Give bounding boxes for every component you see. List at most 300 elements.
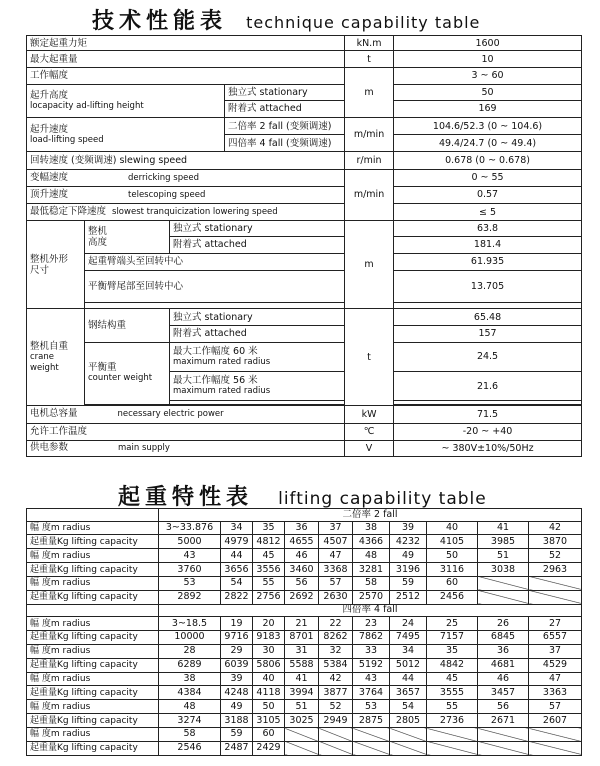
label-en: maximum rated radius: [173, 386, 271, 397]
label-en: necessary electric power: [117, 409, 224, 420]
unit: m: [345, 68, 394, 118]
sub-label: 独立式 stationary: [170, 221, 345, 237]
label1: 整机: [88, 225, 108, 237]
capacity-label: 起重量Kg lifting capacity: [27, 686, 159, 700]
radius-cell: 34: [221, 521, 253, 535]
capacity-cell: 3457: [478, 686, 529, 700]
label: [27, 440, 345, 456]
value: 50: [394, 84, 582, 100]
radius-label: 幅 度m radius: [27, 617, 159, 631]
unit: kN.m: [345, 36, 394, 51]
lifting-capability-table: [26, 508, 582, 756]
label: [27, 169, 345, 186]
radius-row: [27, 700, 582, 714]
spec-title-cn: 技术性能表: [92, 8, 228, 34]
row-temperature: [27, 423, 582, 440]
technique-capability-table: [26, 35, 582, 457]
radius-cell: 59: [221, 728, 253, 742]
radius-cell: 29: [221, 644, 253, 658]
label-en: main supply: [118, 443, 170, 454]
label2: 高度: [88, 236, 108, 248]
height-label: [27, 84, 225, 117]
radius-cell: 47: [529, 672, 582, 686]
radius-cell: 49: [221, 700, 253, 714]
capacity-cell: 2512: [390, 590, 427, 604]
radius-cell: 43: [353, 672, 390, 686]
capacity-cell: 2487: [221, 741, 253, 755]
capacity-cell: 2607: [529, 714, 582, 728]
capacity-row: [27, 658, 582, 672]
value: 63.8: [394, 221, 582, 237]
capacity-row: [27, 714, 582, 728]
capacity-cell: 6289: [159, 658, 221, 672]
sub-label: 独立式 stationary: [170, 309, 345, 326]
radius-cell: 58: [159, 728, 221, 742]
radius-cell: [319, 728, 353, 742]
value: 157: [394, 326, 582, 342]
radius-cell: 3~18.5: [159, 617, 221, 631]
capacity-cell: 4979: [221, 535, 253, 549]
radius-cell: 23: [353, 617, 390, 631]
radius-cell: 40: [427, 521, 478, 535]
radius-cell: 57: [529, 700, 582, 714]
label: 回转速度 (变频调速) slewing speed: [27, 152, 345, 169]
unit: kW: [345, 406, 394, 423]
capacity-cell: 5012: [390, 658, 427, 672]
value: 0 ~ 55: [394, 169, 582, 186]
radius-cell: 50: [253, 700, 285, 714]
radius-row: [27, 644, 582, 658]
radius-cell: 54: [390, 700, 427, 714]
capacity-cell: 3274: [159, 714, 221, 728]
unit: ℃: [345, 423, 394, 440]
header-blank: [27, 509, 159, 522]
radius-row: [27, 672, 582, 686]
radius-cell: 35: [427, 644, 478, 658]
radius-cell: 42: [319, 672, 353, 686]
capacity-cell: 3105: [253, 714, 285, 728]
capacity-row: [27, 741, 582, 755]
capacity-cell: 3038: [478, 563, 529, 577]
capacity-cell: 7495: [390, 631, 427, 645]
label-cn: 起升速度: [30, 123, 69, 135]
radius-cell: 36: [285, 521, 319, 535]
header-blank: [27, 604, 159, 617]
row-rated-moment: [27, 36, 582, 51]
radius-label: 幅 度m radius: [27, 700, 159, 714]
row-steel-stationary: [27, 309, 582, 326]
radius-cell: 45: [253, 549, 285, 563]
capacity-cell: 4248: [221, 686, 253, 700]
capacity-cell: 4366: [353, 535, 390, 549]
radius-label: 幅 度m radius: [27, 644, 159, 658]
capacity-cell: 2456: [427, 590, 478, 604]
row-telescoping: [27, 186, 582, 203]
label-cn: 整机自重: [30, 340, 69, 352]
label: [27, 203, 345, 220]
value: ~ 380V±10%/50Hz: [394, 440, 582, 456]
capacity-label: 起重量Kg lifting capacity: [27, 563, 159, 577]
label-en: counter weight: [88, 373, 153, 384]
capacity-cell: 4507: [319, 535, 353, 549]
capacity-cell: 7157: [427, 631, 478, 645]
unit: m/min: [345, 117, 394, 151]
radius-cell: 33: [353, 644, 390, 658]
capacity-cell: 7862: [353, 631, 390, 645]
capacity-cell: 2736: [427, 714, 478, 728]
capacity-cell: 6557: [529, 631, 582, 645]
label-cn: 变幅速度: [30, 171, 69, 183]
capacity-cell: [427, 741, 478, 755]
capacity-cell: 3556: [253, 563, 285, 577]
unit: r/min: [345, 152, 394, 169]
value: 3 ~ 60: [394, 68, 582, 84]
radius-cell: 41: [285, 672, 319, 686]
radius-cell: 30: [253, 644, 285, 658]
capacity-cell: 4118: [253, 686, 285, 700]
capacity-cell: 3877: [319, 686, 353, 700]
radius-cell: 57: [319, 576, 353, 590]
capacity-cell: 3555: [427, 686, 478, 700]
capacity-cell: 9183: [253, 631, 285, 645]
radius-cell: 48: [159, 700, 221, 714]
capacity-cell: 4105: [427, 535, 478, 549]
value: 0.678 (0 ~ 0.678): [394, 152, 582, 169]
radius-cell: 20: [253, 617, 285, 631]
capacity-row: [27, 631, 582, 645]
label-cn: 平衡重: [88, 362, 117, 374]
radius-cell: 35: [253, 521, 285, 535]
label-en: telescoping speed: [128, 189, 206, 200]
radius-cell: 55: [253, 576, 285, 590]
radius-cell: [478, 728, 529, 742]
sub-label: 附着式 attached: [170, 237, 345, 253]
value: 1600: [394, 36, 582, 51]
radius-cell: 60: [253, 728, 285, 742]
spec-table-title: [0, 4, 600, 35]
radius-cell: [529, 728, 582, 742]
capacity-label: 起重量Kg lifting capacity: [27, 741, 159, 755]
capacity-cell: 6845: [478, 631, 529, 645]
lift-title-en: lifting capability table: [278, 489, 487, 509]
row-power: [27, 406, 582, 423]
radius-cell: 41: [478, 521, 529, 535]
capacity-cell: 10000: [159, 631, 221, 645]
radius-cell: 55: [427, 700, 478, 714]
radius-cell: 58: [353, 576, 390, 590]
radius-label: 幅 度m radius: [27, 521, 159, 535]
radius-cell: 45: [427, 672, 478, 686]
capacity-cell: 8262: [319, 631, 353, 645]
capacity-cell: 2805: [390, 714, 427, 728]
label-cn: 最大工作幅度 60 米: [173, 345, 258, 357]
label-en2: weight: [30, 362, 59, 373]
radius-cell: [427, 728, 478, 742]
radius-cell: 51: [478, 549, 529, 563]
radius-row: [27, 728, 582, 742]
radius-cell: 51: [285, 700, 319, 714]
value: 71.5: [394, 406, 582, 423]
radius-cell: 28: [159, 644, 221, 658]
label: 工作幅度: [27, 68, 345, 84]
value: 21.6: [394, 371, 582, 400]
radius-label: 幅 度m radius: [27, 549, 159, 563]
capacity-cell: 4655: [285, 535, 319, 549]
radius-cell: 47: [319, 549, 353, 563]
radius-cell: 31: [285, 644, 319, 658]
row-dim-height-stationary: [27, 221, 582, 237]
radius-label: 幅 度m radius: [27, 576, 159, 590]
label-cn: 最低稳定下降速度: [30, 206, 107, 218]
radius-cell: [529, 576, 582, 590]
capacity-label: 起重量Kg lifting capacity: [27, 714, 159, 728]
capacity-cell: 5384: [319, 658, 353, 672]
capacity-cell: 3281: [353, 563, 390, 577]
capacity-cell: 3656: [221, 563, 253, 577]
capacity-cell: 2630: [319, 590, 353, 604]
capacity-cell: [390, 741, 427, 755]
value: -20 ~ +40: [394, 423, 582, 440]
radius-cell: 38: [159, 672, 221, 686]
radius-cell: 46: [285, 549, 319, 563]
label: 平衡臂尾部至回转中心: [85, 270, 345, 302]
capacity-cell: [529, 741, 582, 755]
radius-cell: 59: [390, 576, 427, 590]
capacity-cell: 3188: [221, 714, 253, 728]
unit: V: [345, 440, 394, 456]
label-cn: 起升高度: [30, 89, 69, 101]
capacity-cell: 4529: [529, 658, 582, 672]
radius-cell: 43: [159, 549, 221, 563]
radius-cell: 56: [478, 700, 529, 714]
radius-cell: 27: [529, 617, 582, 631]
capacity-cell: 4384: [159, 686, 221, 700]
label: [27, 406, 345, 423]
sub-label: 四倍率 4 fall (变频调速): [225, 135, 345, 152]
fall4-header: 四倍率 4 fall: [159, 604, 582, 617]
weight-label: [27, 309, 85, 406]
capacity-cell: 8701: [285, 631, 319, 645]
capacity-row: [27, 590, 582, 604]
fall2-header: 二倍率 2 fall: [159, 509, 582, 522]
capacity-cell: 3363: [529, 686, 582, 700]
capacity-cell: 3760: [159, 563, 221, 577]
capacity-cell: [353, 741, 390, 755]
machine-height-label: [85, 221, 170, 253]
radius-cell: 38: [353, 521, 390, 535]
radius-cell: 40: [253, 672, 285, 686]
row-speed-2fall: [27, 117, 582, 134]
capacity-cell: 5806: [253, 658, 285, 672]
radius-row: [27, 617, 582, 631]
sub-label: 二倍率 2 fall (变频调速): [225, 117, 345, 134]
capacity-cell: [478, 741, 529, 755]
sub-label: [170, 342, 345, 371]
label: 允许工作温度: [27, 423, 345, 440]
fall2-header-row: [27, 509, 582, 522]
radius-label: 幅 度m radius: [27, 728, 159, 742]
value: 61.935: [394, 253, 582, 270]
row-supply: [27, 440, 582, 456]
value: 49.4/24.7 (0 ~ 49.4): [394, 135, 582, 152]
unit: m/min: [345, 169, 394, 221]
radius-cell: 39: [221, 672, 253, 686]
capacity-row: [27, 563, 582, 577]
radius-cell: 36: [478, 644, 529, 658]
label-cn: 整机外形: [30, 253, 69, 265]
radius-cell: 44: [221, 549, 253, 563]
radius-cell: 34: [390, 644, 427, 658]
capacity-cell: 2546: [159, 741, 221, 755]
spec-title-en: technique capability table: [246, 13, 481, 32]
capacity-cell: 6039: [221, 658, 253, 672]
unit: m: [345, 221, 394, 309]
capacity-cell: 2822: [221, 590, 253, 604]
radius-cell: 37: [319, 521, 353, 535]
label: [27, 186, 345, 203]
capacity-cell: 2756: [253, 590, 285, 604]
capacity-cell: 5000: [159, 535, 221, 549]
radius-cell: 53: [159, 576, 221, 590]
capacity-cell: 2963: [529, 563, 582, 577]
capacity-label: 起重量Kg lifting capacity: [27, 590, 159, 604]
radius-cell: [285, 728, 319, 742]
capacity-cell: 2570: [353, 590, 390, 604]
radius-cell: 44: [390, 672, 427, 686]
radius-cell: [478, 576, 529, 590]
radius-label: 幅 度m radius: [27, 672, 159, 686]
row-jib-radius: [27, 253, 582, 270]
capacity-cell: 2429: [253, 741, 285, 755]
row-range: [27, 68, 582, 84]
label: 额定起重力矩: [27, 36, 345, 51]
capacity-cell: 3025: [285, 714, 319, 728]
speed-label: [27, 117, 225, 151]
capacity-label: 起重量Kg lifting capacity: [27, 631, 159, 645]
capacity-cell: 2949: [319, 714, 353, 728]
label-en: maximum rated radius: [173, 356, 271, 367]
row-height-stationary: [27, 84, 582, 100]
value: 104.6/52.3 (0 ~ 104.6): [394, 117, 582, 134]
counter-label: [85, 342, 170, 405]
label-cn: 最大工作幅度 56 米: [173, 375, 258, 387]
fall4-header-row: [27, 604, 582, 617]
label-en: derricking speed: [128, 172, 199, 183]
capacity-cell: [285, 741, 319, 755]
capacity-cell: [478, 590, 529, 604]
radius-cell: 24: [390, 617, 427, 631]
label: 最大起重量: [27, 51, 345, 68]
capacity-cell: 5192: [353, 658, 390, 672]
capacity-cell: 3994: [285, 686, 319, 700]
lift-table-title: [0, 480, 600, 511]
value: 10: [394, 51, 582, 68]
value: 65.48: [394, 309, 582, 326]
radius-cell: [390, 728, 427, 742]
capacity-cell: 3657: [390, 686, 427, 700]
radius-cell: 48: [353, 549, 390, 563]
row-max-load: [27, 51, 582, 68]
capacity-cell: 3985: [478, 535, 529, 549]
value: 0.57: [394, 186, 582, 203]
label-cn: 供电参数: [30, 442, 69, 454]
capacity-cell: 2671: [478, 714, 529, 728]
steel-label: 钢结构重: [85, 309, 170, 342]
radius-cell: 25: [427, 617, 478, 631]
radius-cell: 49: [390, 549, 427, 563]
radius-cell: 37: [529, 644, 582, 658]
capacity-cell: 3368: [319, 563, 353, 577]
capacity-cell: 3460: [285, 563, 319, 577]
unit: t: [345, 309, 394, 406]
capacity-cell: 2892: [159, 590, 221, 604]
capacity-label: 起重量Kg lifting capacity: [27, 535, 159, 549]
capacity-cell: 5588: [285, 658, 319, 672]
capacity-cell: 4232: [390, 535, 427, 549]
capacity-cell: 2875: [353, 714, 390, 728]
radius-cell: 32: [319, 644, 353, 658]
label-en: locapacity ad-lifting height: [30, 100, 144, 111]
label-cn: 电机总容量: [30, 408, 78, 420]
capacity-row: [27, 535, 582, 549]
radius-cell: 21: [285, 617, 319, 631]
radius-cell: 39: [390, 521, 427, 535]
capacity-cell: 4842: [427, 658, 478, 672]
label: 起重臂端头至回转中心: [85, 253, 345, 270]
capacity-cell: 9716: [221, 631, 253, 645]
value: 24.5: [394, 342, 582, 371]
radius-cell: 19: [221, 617, 253, 631]
row-slewing: [27, 152, 582, 169]
lift-title-cn: 起重特性表: [118, 484, 254, 510]
label-cn: 顶升速度: [30, 188, 69, 200]
label-en: load-lifting speed: [30, 134, 104, 145]
row-lowering: [27, 203, 582, 220]
value: ≤ 5: [394, 203, 582, 220]
row-counterjib-radius: [27, 270, 582, 302]
capacity-cell: 3870: [529, 535, 582, 549]
radius-cell: 46: [478, 672, 529, 686]
row-counter-r60: [27, 342, 582, 371]
radius-cell: 53: [353, 700, 390, 714]
sub-label: 附着式 attached: [170, 326, 345, 342]
capacity-cell: 3764: [353, 686, 390, 700]
capacity-cell: 4681: [478, 658, 529, 672]
radius-cell: 26: [478, 617, 529, 631]
value: 181.4: [394, 237, 582, 253]
radius-row: [27, 549, 582, 563]
dimensions-label: [27, 221, 85, 309]
radius-cell: 54: [221, 576, 253, 590]
capacity-cell: 2692: [285, 590, 319, 604]
value: 169: [394, 100, 582, 117]
capacity-cell: [529, 590, 582, 604]
radius-cell: 52: [529, 549, 582, 563]
radius-row: [27, 576, 582, 590]
radius-cell: 52: [319, 700, 353, 714]
radius-cell: 50: [427, 549, 478, 563]
label-cn2: 尺寸: [30, 264, 50, 276]
radius-cell: 56: [285, 576, 319, 590]
capacity-label: 起重量Kg lifting capacity: [27, 658, 159, 672]
capacity-row: [27, 686, 582, 700]
capacity-cell: [319, 741, 353, 755]
label-en: slowest tranquicization lowering speed: [112, 207, 278, 218]
radius-cell: 3~33.876: [159, 521, 221, 535]
row-derricking: [27, 169, 582, 186]
radius-cell: 60: [427, 576, 478, 590]
sub-label: 附着式 attached: [225, 100, 345, 117]
